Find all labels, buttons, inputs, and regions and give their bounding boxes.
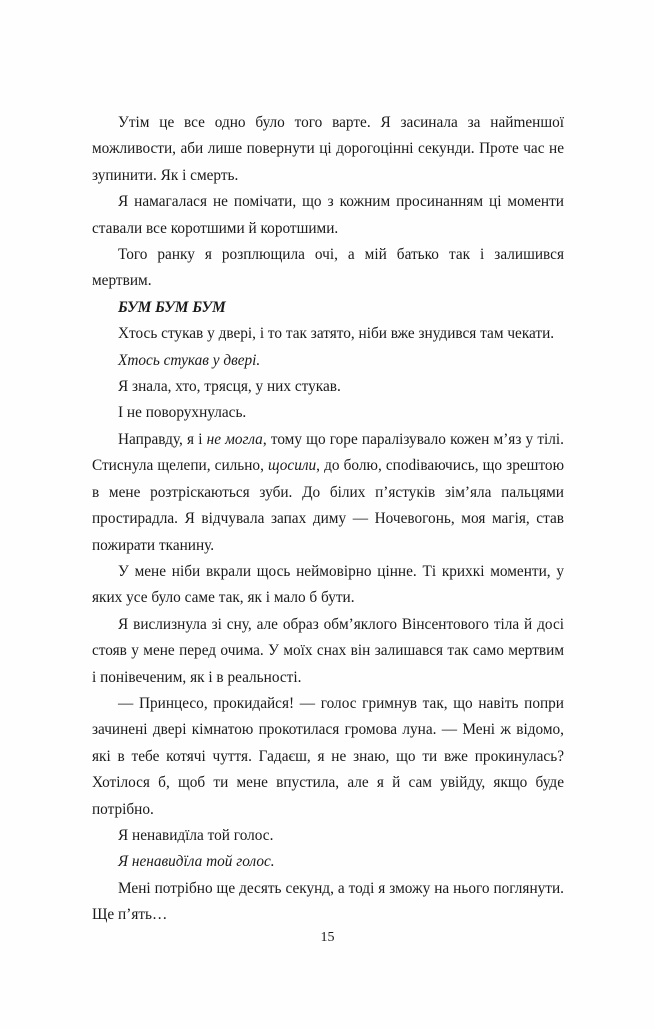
- paragraph: Хтось стукав у двері, і то так затято, ніби вже знудився там чекати.: [118, 325, 555, 343]
- paragraph: Того ранку я розплющила очі, а мій батько так і залишився мертвим.: [92, 246, 564, 290]
- paragraph: Я знала, хто, трясця, у них стукав.: [118, 378, 341, 396]
- body-text-column: [92, 110, 564, 929]
- page-number: 15: [320, 930, 335, 945]
- paragraph: БУМ БУМ БУМ: [118, 298, 226, 316]
- paragraph: — Принцесо, прокидайся! — голос гримнув так, що навіть попри зачинені двері кімнатою прокотилася громова луна. — Мені ж відомо, які в тебе котячі чуття. Гадаєш, я не знаю, що ти вже прокинулась? Хотілося б, щоб ти мене впустила, але я й сам увійду, якщо буде потрібно.: [92, 694, 564, 818]
- paragraph: Я вислизнула зі сну, але образ обм’яклого Вінсентового тіла й досі стояв у мене перед очима. У моїх снах він залишався так само мертвим і понівеченим, як і в реальності.: [92, 615, 564, 686]
- paragraph: Хтось стукав у двері.: [118, 351, 261, 369]
- paragraph: Я намагалася не помічати, що з кожним просинанням ці моменти ставали все коротшими й коротшими.: [92, 193, 564, 237]
- paragraph: У мене ніби вкрали щось неймовірно цінне. Ті крихкі моменти, у яких усе було саме так, як і мало б бути.: [92, 562, 564, 607]
- paragraph: Я ненавидїла той голос.: [118, 853, 275, 871]
- paragraph: Я ненавидїла той голос.: [118, 826, 274, 844]
- paragraph: І не поворухнулась.: [118, 404, 247, 422]
- paragraph: Мені потрібно ще десять секунд, а тоді я зможу на нього поглянути. Ще п’ять…: [92, 879, 564, 924]
- paragraph: Направду, я і не могла, тому що горе паралізувало кожен м’яз у тілі. Стиснула щелепи, сильно, щосили, до болю, споdіваючись, що зрештою в мене розтріскаються зуби. До білих п’ястуків зім’яла пальцями простирадла. Я відчувала запах диму — Ночевогонь, моя магія, став пожирати тканину.: [92, 430, 565, 554]
- paragraph: Утім це все одно було того варте. Я засинала за найmеншої можливости, аби лише повернути ці дорогоцінні секунди. Проте час не зупинити. Як і смерть.: [92, 114, 564, 184]
